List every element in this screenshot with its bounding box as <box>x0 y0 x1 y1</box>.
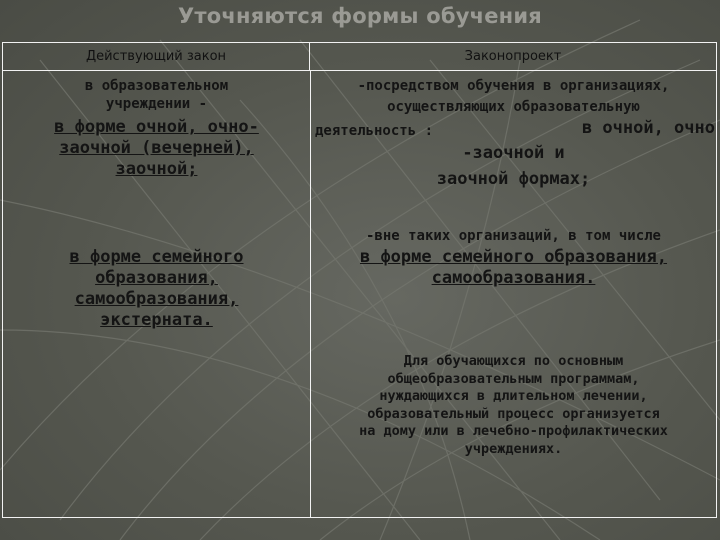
note-line: учреждениях. <box>464 440 563 457</box>
comparison-table <box>2 42 717 518</box>
right-family-line: в форме семейного образования, <box>359 247 668 267</box>
note-line: нуждающихся в длительном лечении, <box>379 388 648 405</box>
right-org-forms: в очной, очно <box>581 118 715 138</box>
left-education-forms <box>3 117 310 180</box>
right-org-forms-cont <box>311 142 716 191</box>
left-intro <box>3 77 310 113</box>
right-org-line: осуществляющих образовательную <box>387 99 640 115</box>
right-org-line: деятельность : <box>315 123 434 139</box>
right-family-line: самообразования. <box>431 268 596 288</box>
left-intro-line: учреждении - <box>105 96 208 112</box>
left-forms-line: в форме очной, очно- <box>54 117 259 137</box>
note-line: образовательный процесс организуется <box>367 405 660 422</box>
left-family-forms <box>3 247 310 331</box>
column-header-draft-law: Законопроект <box>310 43 716 71</box>
note-line: Для обучающихся по основным <box>403 353 624 369</box>
column-header-current-law: Действующий закон <box>3 43 310 71</box>
note-line: на дому или в лечебно-профилактических <box>359 423 668 440</box>
slide-title: Уточняются формы обучения <box>178 4 542 28</box>
right-org-line: -посредством обучения в организациях, <box>357 78 670 94</box>
left-family-line: самообразования, <box>74 289 239 309</box>
left-forms-line: заочной; <box>115 159 198 179</box>
left-forms-line: заочной (вечерней), <box>59 138 254 158</box>
left-intro-line: в образовательном <box>84 78 229 94</box>
right-family-forms <box>311 247 716 289</box>
left-family-line: в форме семейного <box>69 247 244 267</box>
right-org-forms-row <box>315 117 715 141</box>
note-line: общеобразовательным программам, <box>387 370 640 387</box>
right-organizations <box>311 77 716 116</box>
right-org-line: -заочной и <box>462 143 565 163</box>
left-family-line: образования, <box>95 268 218 288</box>
right-org-line: заочной формах; <box>436 169 591 189</box>
right-home-education-note <box>311 353 716 459</box>
right-outside-line: -вне таких организаций, в том числе <box>365 228 661 244</box>
right-outside-organizations <box>311 227 716 245</box>
left-family-line: экстерната. <box>100 310 213 330</box>
